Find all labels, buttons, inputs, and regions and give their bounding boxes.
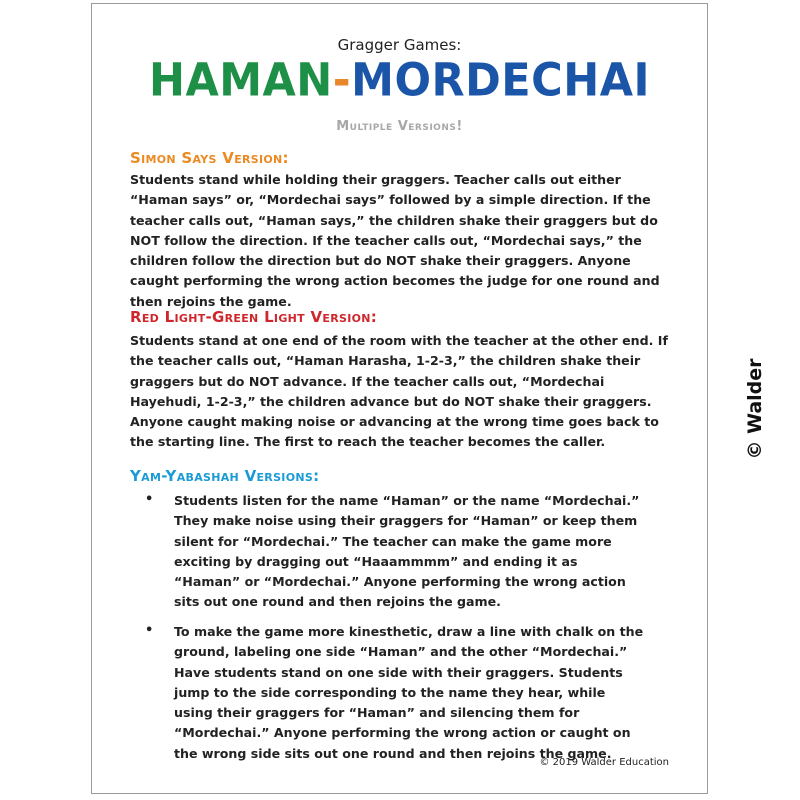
- redlight-text-2: advance. If the teacher calls out, “Mordechai Hayehudi, 1-2-3,” the children advance but do: [130, 373, 605, 409]
- yam-bullet-2: To make the game more kinesthetic, draw a line with chalk on the ground, labeling one side “Haman” and the other “Mordechai.” Have students stand on one side with their graggers. Students jump to the side corresponding to the name they hear, while using their graggers for “Haman” and silencing them for “Mordechai.” Anyone performing the wrong action or caught on the wrong side sits out one round and then rejoins the game.: [174, 624, 644, 761]
- tagline: Multiple Versions!: [336, 119, 463, 134]
- yam-yabashah-heading: Yam-Yabashah Versions:: [130, 467, 320, 485]
- bullet-marker: •: [145, 492, 154, 507]
- redlight-not-1: NOT: [248, 373, 279, 389]
- title-mordechai: MORDECHAI: [351, 54, 651, 108]
- page-title: [92, 55, 707, 108]
- footer-copyright: © 2019 Walder Education: [539, 757, 669, 768]
- yam-bullet-1: Students listen for the name “Haman” or the name “Mordechai.” They make noise using their graggers for “Haman” or keep them silent for “Mordechai.” The teacher can make the game more exciting by dragging out “Haaammmm” and ending it as “Haman” or “Mordechai.” Anyone performing the wrong action sits out one round and then rejoins the game.: [174, 493, 640, 610]
- side-copyright-mark: © Walder: [744, 358, 766, 460]
- title-haman: HAMAN: [148, 54, 333, 108]
- subtitle: Gragger Games:: [337, 36, 462, 54]
- redlight-not-2: NOT: [464, 393, 494, 409]
- title-dash: -: [332, 54, 352, 108]
- simon-says-paragraph: [130, 170, 675, 312]
- redlight-text-3: shake their graggers. Anyone caught making noise or advancing at the wrong time goes back to the starting line. The first to reach the teacher becomes the caller.: [130, 393, 659, 450]
- document-page: [91, 3, 708, 794]
- simon-text-3: shake their graggers. Anyone caught performing the wrong action becomes the judge for one round and then rejoins the game.: [130, 253, 660, 309]
- simon-not-2: NOT: [385, 253, 416, 269]
- red-light-paragraph: [130, 331, 675, 453]
- simon-text-1: Students stand while holding their graggers. Teacher calls out either “Haman says” or, “Mordechai says” followed by a simple direction. If the teacher calls out, “Haman says,” the children shake their graggers but do: [130, 172, 658, 228]
- redlight-text-1: Students stand at one end of the room with the teacher at the other end. If the teacher calls out, “Haman Harasha, 1-2-3,” the children shake their graggers but do: [130, 333, 668, 389]
- simon-not-1: NOT: [130, 232, 160, 248]
- simon-text-2: follow the direction. If the teacher calls out, “Mordechai says,” the children follow the direction but do: [130, 232, 642, 269]
- simon-says-heading: Simon Says Version:: [130, 149, 289, 167]
- red-light-heading: Red Light-Green Light Version:: [130, 308, 378, 326]
- bullet-marker: •: [145, 623, 154, 638]
